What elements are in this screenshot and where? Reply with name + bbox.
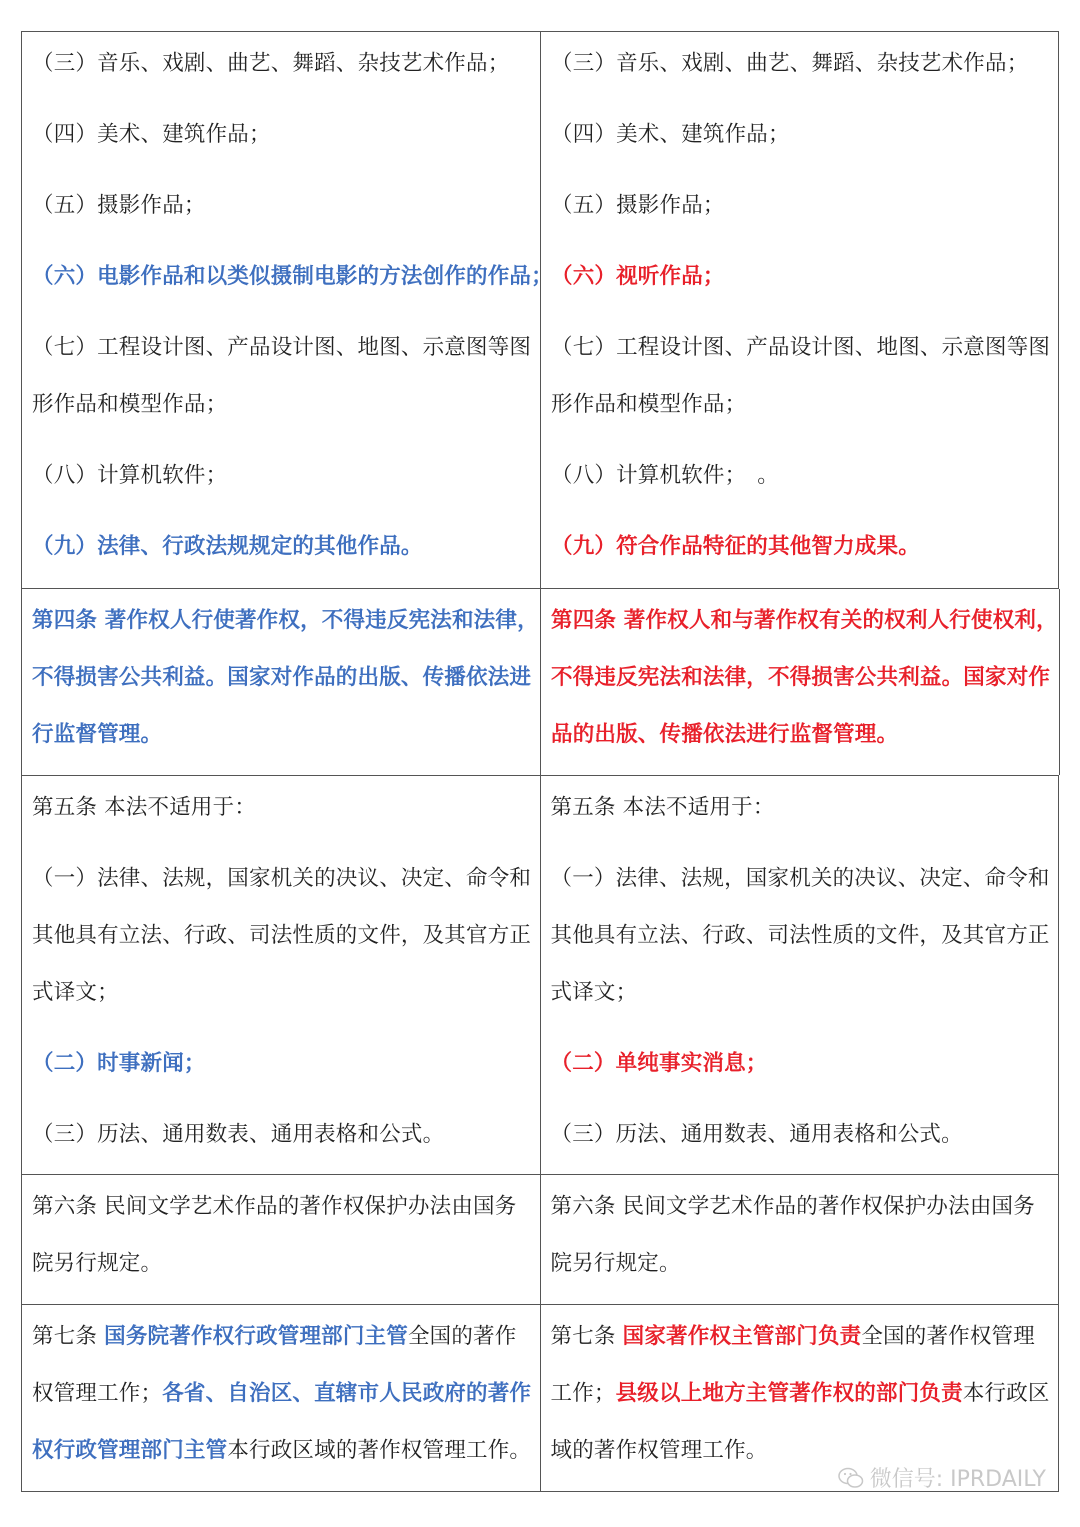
text-span: （三）音乐、戏剧、曲艺、舞蹈、杂技艺术作品； [551,51,1029,76]
text-line [32,106,532,163]
text-line [551,1308,1051,1365]
text-line [32,35,532,92]
highlighted-text: 第四条 著作权人行使著作权，不得违反宪法和法律， [32,608,539,633]
highlighted-text: （六）视听作品； [551,264,725,289]
old-law-cell [22,1305,541,1491]
text-span: 第五条 本法不适用于： [550,795,775,820]
highlighted-text: （九）法律、行政法规规定的其他作品。 [32,534,423,559]
comparison-table [21,31,1059,1492]
text-span: 式译文； [32,980,119,1005]
text-line [32,518,532,575]
text-span: 全国的著作权管理 [861,1324,1035,1349]
highlighted-text: 不得违反宪法和法律，不得损害公共利益。国家对作 [551,665,1051,690]
wechat-icon [838,1467,864,1489]
text-line [32,1365,532,1422]
text-line [551,106,1050,163]
text-line [551,447,1050,504]
highlighted-text: 品的出版、传播依法进行监督管理。 [551,722,899,747]
text-line [32,649,532,706]
text-span: （一）法律、法规，国家机关的决议、决定、命令和 [32,866,532,891]
text-line [551,1365,1051,1422]
text-line [32,248,553,305]
table-row [22,776,1059,1175]
table-row [22,589,1059,776]
highlighted-text: （六）电影作品和以类似摄制电影的方法创作的作品； [32,264,553,289]
text-line [32,177,532,234]
text-line [551,177,1050,234]
text-span: 第五条 本法不适用于： [32,795,257,820]
highlighted-text: 行监督管理。 [32,722,163,747]
highlighted-text: 第四条 著作权人和与著作权有关的权利人行使权利， [551,608,1058,633]
text-span: （八）计算机软件； [32,463,228,488]
text-line [551,319,1050,376]
text-span: （三）历法、通用数表、通用表格和公式。 [32,1122,445,1147]
text-line [32,964,532,1021]
new-law-cell [541,1175,1060,1304]
text-line [551,1106,1051,1163]
text-span: （五）摄影作品； [551,193,725,218]
text-span: （七）工程设计图、产品设计图、地图、示意图等图 [32,335,532,360]
text-line [32,1422,532,1479]
text-line [551,907,1051,964]
text-line [551,850,1051,907]
table-row [22,1175,1059,1305]
highlighted-text: 国家著作权主管部门负责 [622,1324,862,1349]
highlighted-text: （九）符合作品特征的其他智力成果。 [551,534,920,559]
old-law-cell [22,1175,541,1304]
text-span: 第六条 民间文学艺术作品的著作权保护办法由国务 [32,1194,517,1219]
text-line [551,376,1050,433]
text-span: 第七条 [550,1324,623,1349]
text-line [551,964,1051,1021]
new-law-cell [541,776,1060,1174]
text-span: 院另行规定。 [32,1251,163,1276]
text-span: 第七条 [32,1324,105,1349]
text-line [32,907,532,964]
new-law-cell [541,589,1060,775]
text-line [32,447,532,504]
text-span: 本行政区 [962,1381,1050,1406]
text-span: 权管理工作； [32,1381,163,1406]
text-span: （三）音乐、戏剧、曲艺、舞蹈、杂技艺术作品； [32,51,510,76]
text-line [551,518,1050,575]
text-span: 形作品和模型作品； [32,392,228,417]
highlighted-text: 县级以上地方主管著作权的部门负责 [615,1381,963,1406]
text-line [551,706,1051,763]
text-span: 式译文； [550,980,638,1005]
new-law-cell [541,32,1059,588]
text-span: 其他具有立法、行政、司法性质的文件，及其官方正 [32,923,532,948]
highlighted-text: 权行政管理部门主管 [32,1438,228,1463]
text-line [551,35,1050,92]
highlighted-text: （二）单纯事实消息； [550,1051,768,1076]
table-row [22,32,1059,589]
text-line [551,248,1050,305]
watermark [838,1462,1046,1493]
old-law-cell [22,32,553,588]
text-line [32,706,532,763]
text-line [551,1035,1051,1092]
text-line [32,1308,532,1365]
text-line [32,1235,532,1292]
text-line [32,319,532,376]
text-span: 全国的著作 [407,1324,517,1349]
text-line [551,779,1051,836]
text-span: （八）计算机软件； 。 [551,463,779,488]
text-line [32,1035,532,1092]
text-span: 院另行规定。 [550,1251,681,1276]
highlighted-text: 不得损害公共利益。国家对作品的出版、传播依法进 [32,665,532,690]
text-span: （五）摄影作品； [32,193,206,218]
text-line [551,649,1051,706]
text-line [32,376,532,433]
text-line [32,1106,532,1163]
old-law-cell [22,589,541,775]
text-line [32,779,532,836]
watermark-text: 微信号: IPRDAILY [869,1467,1046,1492]
text-span: 形作品和模型作品； [551,392,747,417]
highlighted-text: 各省、自治区、直辖市人民政府的著作 [162,1381,532,1406]
text-span: 本行政区域的著作权管理工作。 [227,1438,532,1463]
text-span: 工作； [550,1381,616,1406]
text-span: （一）法律、法规，国家机关的决议、决定、命令和 [550,866,1050,891]
text-span: （三）历法、通用数表、通用表格和公式。 [550,1122,963,1147]
text-span: （七）工程设计图、产品设计图、地图、示意图等图 [551,335,1051,360]
text-line [551,592,1058,649]
text-span: 第六条 民间文学艺术作品的著作权保护办法由国务 [550,1194,1035,1219]
text-line [551,1235,1051,1292]
text-line [32,592,539,649]
text-line [32,1178,532,1235]
text-span: 其他具有立法、行政、司法性质的文件，及其官方正 [550,923,1050,948]
highlighted-text: （二）时事新闻； [32,1051,206,1076]
text-span: （四）美术、建筑作品； [32,122,271,147]
text-span: 域的著作权管理工作。 [550,1438,768,1463]
text-span: （四）美术、建筑作品； [551,122,790,147]
highlighted-text: 国务院著作权行政管理部门主管 [104,1324,408,1349]
old-law-cell [22,776,541,1174]
text-line [32,850,532,907]
text-line [551,1178,1051,1235]
